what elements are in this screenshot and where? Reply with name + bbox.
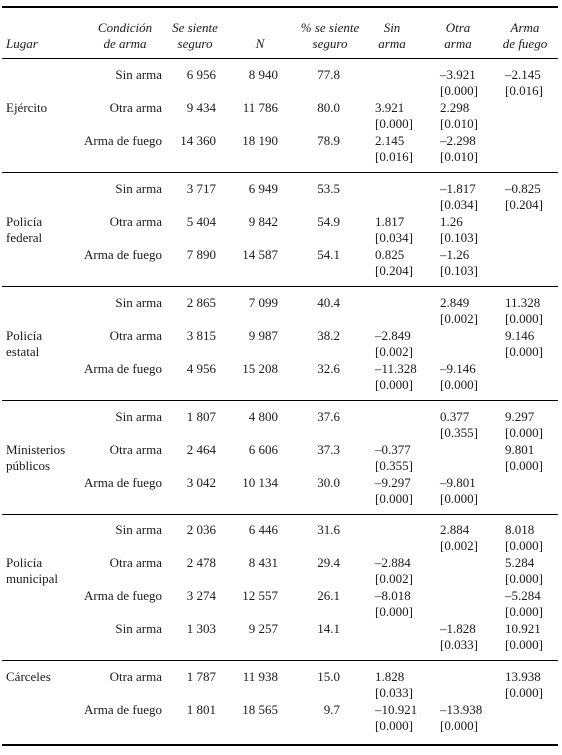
- header-seguro-1: Se siente: [172, 20, 218, 35]
- feels-safe-count: 4 956: [186, 361, 216, 376]
- pct-feels-safe: 54.1: [317, 247, 340, 262]
- stat-arma-fuego: –2.145: [505, 67, 541, 82]
- stat-otra-arma: [0.000]: [440, 83, 478, 98]
- header-seguro-2: seguro: [177, 36, 213, 51]
- stat-otra-arma: [0.010]: [440, 149, 478, 164]
- pct-feels-safe: 26.1: [317, 588, 340, 603]
- n-count: 8 431: [248, 555, 278, 570]
- weapon-condition: Arma de fuego: [84, 588, 162, 603]
- group-separator: [2, 286, 558, 287]
- stat-arma-fuego: 9.297: [505, 409, 535, 424]
- place-name: federal: [6, 230, 43, 245]
- weapon-condition: Sin arma: [115, 295, 162, 310]
- stat-sin-arma: [0.000]: [375, 116, 413, 131]
- n-count: 6 606: [248, 442, 278, 457]
- header-n: N: [255, 36, 265, 51]
- place-name: Policía: [6, 214, 43, 229]
- stat-sin-arma: –10.921: [375, 702, 418, 717]
- stat-arma-fuego: 11.328: [505, 295, 541, 310]
- feels-safe-count: 1 787: [186, 669, 216, 684]
- feels-safe-count: 7 890: [186, 247, 216, 262]
- stat-otra-arma: 2.884: [440, 522, 470, 537]
- stat-sin-arma: 1.828: [375, 669, 405, 684]
- stat-otra-arma: –1.26: [440, 247, 470, 262]
- feels-safe-count: 2 036: [186, 522, 216, 537]
- stat-arma-fuego: –5.284: [505, 588, 541, 603]
- weapon-condition: Otra arma: [109, 100, 162, 115]
- pct-feels-safe: 53.5: [317, 181, 340, 196]
- n-count: 18 565: [242, 702, 278, 717]
- place-name: Ministerios: [6, 442, 66, 457]
- group-separator: [2, 514, 558, 515]
- stat-sin-arma: [0.000]: [375, 491, 413, 506]
- n-count: 7 099: [248, 295, 278, 310]
- stat-arma-fuego: 13.938: [505, 669, 541, 684]
- feels-safe-count: 2 865: [186, 295, 216, 310]
- feels-safe-count: 2 478: [186, 555, 216, 570]
- stat-sin-arma: [0.355]: [375, 458, 413, 473]
- stat-otra-arma: –9.146: [440, 361, 476, 376]
- stat-sin-arma: 3.921: [375, 100, 405, 115]
- stat-sin-arma: –0.377: [375, 442, 411, 457]
- weapon-condition: Otra arma: [109, 328, 162, 343]
- place-name: públicos: [6, 458, 51, 473]
- stat-sin-arma: [0.000]: [375, 377, 413, 392]
- pct-feels-safe: 32.6: [317, 361, 340, 376]
- stat-otra-arma: –2.298: [440, 133, 476, 148]
- place-name: Policía: [6, 555, 43, 570]
- pct-feels-safe: 37.6: [317, 409, 340, 424]
- stat-sin-arma: –8.018: [375, 588, 411, 603]
- stat-otra-arma: [0.010]: [440, 116, 478, 131]
- weapon-condition: Arma de fuego: [84, 133, 162, 148]
- n-count: 8 940: [248, 67, 278, 82]
- group-separator: [2, 660, 558, 661]
- header-pct-1: % se siente: [300, 20, 360, 35]
- stat-sin-arma: [0.000]: [375, 604, 413, 619]
- header-rule: [2, 58, 558, 59]
- stat-arma-fuego: 9.146: [505, 328, 535, 343]
- feels-safe-count: 2 464: [186, 442, 216, 457]
- stat-otra-arma: [0.000]: [440, 491, 478, 506]
- stat-arma-fuego: [0.016]: [505, 83, 543, 98]
- pct-feels-safe: 15.0: [317, 669, 340, 684]
- stat-otra-arma: 1.26: [440, 214, 463, 229]
- n-count: 4 800: [248, 409, 278, 424]
- feels-safe-count: 3 717: [186, 181, 216, 196]
- stat-sin-arma: [0.034]: [375, 230, 413, 245]
- stat-otra-arma: [0.034]: [440, 197, 478, 212]
- header-otra-arma-1: Otra: [445, 20, 471, 35]
- pct-feels-safe: 54.9: [317, 214, 340, 229]
- weapon-condition: Otra arma: [109, 555, 162, 570]
- stat-otra-arma: [0.103]: [440, 230, 478, 245]
- n-count: 6 949: [248, 181, 278, 196]
- stat-arma-fuego: [0.000]: [505, 425, 543, 440]
- weapon-condition: Arma de fuego: [84, 247, 162, 262]
- weapon-condition: Arma de fuego: [84, 361, 162, 376]
- stat-arma-fuego: 8.018: [505, 522, 535, 537]
- stat-sin-arma: [0.204]: [375, 263, 413, 278]
- stat-arma-fuego: 10.921: [505, 621, 541, 636]
- n-count: 9 257: [248, 621, 278, 636]
- n-count: 12 557: [242, 588, 278, 603]
- feels-safe-count: 1 807: [186, 409, 216, 424]
- weapon-condition: Otra arma: [109, 214, 162, 229]
- feels-safe-count: 1 303: [186, 621, 216, 636]
- stat-otra-arma: [0.103]: [440, 263, 478, 278]
- weapon-condition: Sin arma: [115, 409, 162, 424]
- stat-otra-arma: [0.002]: [440, 311, 478, 326]
- header-sin-arma-1: Sin: [383, 20, 401, 35]
- weapon-condition: Arma de fuego: [84, 702, 162, 717]
- stat-otra-arma: 2.849: [440, 295, 470, 310]
- stat-otra-arma: [0.355]: [440, 425, 478, 440]
- header-condicion-2: de arma: [103, 36, 147, 51]
- header-pct-2: seguro: [312, 36, 348, 51]
- place-name: Ejército: [6, 100, 48, 115]
- pct-feels-safe: 37.3: [317, 442, 340, 457]
- stat-otra-arma: [0.002]: [440, 538, 478, 553]
- stat-otra-arma: –3.921: [440, 67, 476, 82]
- pct-feels-safe: 78.9: [317, 133, 340, 148]
- top-rule: [2, 6, 558, 8]
- header-lugar: Lugar: [6, 36, 38, 51]
- stat-arma-fuego: [0.000]: [505, 604, 543, 619]
- stat-arma-fuego: [0.000]: [505, 538, 543, 553]
- pct-feels-safe: 38.2: [317, 328, 340, 343]
- header-arma-fuego-2: de fuego: [502, 36, 548, 51]
- feels-safe-count: 14 360: [180, 133, 216, 148]
- stat-otra-arma: [0.000]: [440, 377, 478, 392]
- stat-arma-fuego: [0.000]: [505, 637, 543, 652]
- stat-arma-fuego: 9.801: [505, 442, 535, 457]
- stat-otra-arma: [0.000]: [440, 718, 478, 733]
- pct-feels-safe: 14.1: [317, 621, 340, 636]
- stat-sin-arma: –11.328: [375, 361, 417, 376]
- weapon-condition: Otra arma: [109, 442, 162, 457]
- feels-safe-count: 9 434: [186, 100, 216, 115]
- stat-sin-arma: [0.033]: [375, 685, 413, 700]
- n-count: 6 446: [248, 522, 278, 537]
- pct-feels-safe: 77.8: [317, 67, 340, 82]
- n-count: 11 786: [242, 100, 278, 115]
- stat-arma-fuego: [0.000]: [505, 311, 543, 326]
- feels-safe-count: 5 404: [186, 214, 216, 229]
- stat-sin-arma: –2.849: [375, 328, 411, 343]
- place-name: Policía: [6, 328, 43, 343]
- header-otra-arma-2: arma: [444, 36, 472, 51]
- group-separator: [2, 400, 558, 401]
- stat-sin-arma: [0.002]: [375, 571, 413, 586]
- feels-safe-count: 3 274: [186, 588, 216, 603]
- stat-arma-fuego: [0.000]: [505, 685, 543, 700]
- feels-safe-count: 1 801: [186, 702, 216, 717]
- stat-arma-fuego: 5.284: [505, 555, 535, 570]
- stat-sin-arma: 0.825: [375, 247, 405, 262]
- n-count: 10 134: [242, 475, 278, 490]
- n-count: 9 842: [248, 214, 278, 229]
- stat-otra-arma: –9.801: [440, 475, 476, 490]
- stat-otra-arma: [0.033]: [440, 637, 478, 652]
- n-count: 11 938: [242, 669, 278, 684]
- n-count: 9 987: [248, 328, 278, 343]
- group-separator: [2, 172, 558, 173]
- stat-sin-arma: –9.297: [375, 475, 411, 490]
- pct-feels-safe: 30.0: [317, 475, 340, 490]
- stat-otra-arma: –1.828: [440, 621, 476, 636]
- place-name: municipal: [6, 571, 58, 586]
- stat-sin-arma: [0.016]: [375, 149, 413, 164]
- weapon-condition: Sin arma: [115, 522, 162, 537]
- n-count: 14 587: [242, 247, 278, 262]
- place-name: Cárceles: [6, 669, 51, 684]
- stat-otra-arma: –1.817: [440, 181, 476, 196]
- bottom-rule: [2, 744, 558, 746]
- feels-safe-count: 3 042: [186, 475, 216, 490]
- stat-otra-arma: 2.298: [440, 100, 470, 115]
- header-condicion-1: Condición: [97, 20, 153, 35]
- stat-sin-arma: 1.817: [375, 214, 405, 229]
- stat-arma-fuego: [0.000]: [505, 571, 543, 586]
- stat-arma-fuego: [0.000]: [505, 458, 543, 473]
- header-arma-fuego-1: Arma: [510, 20, 540, 35]
- stat-arma-fuego: –0.825: [505, 181, 541, 196]
- feels-safe-count: 6 956: [186, 67, 216, 82]
- pct-feels-safe: 29.4: [317, 555, 340, 570]
- header-sin-arma-2: arma: [378, 36, 406, 51]
- pct-feels-safe: 80.0: [317, 100, 340, 115]
- stat-otra-arma: –13.938: [440, 702, 483, 717]
- stat-sin-arma: –2.884: [375, 555, 411, 570]
- n-count: 18 190: [242, 133, 278, 148]
- stat-sin-arma: [0.002]: [375, 344, 413, 359]
- stat-arma-fuego: [0.204]: [505, 197, 543, 212]
- weapon-condition: Arma de fuego: [84, 475, 162, 490]
- stat-arma-fuego: [0.000]: [505, 344, 543, 359]
- pct-feels-safe: 31.6: [317, 522, 340, 537]
- stat-sin-arma: 2.145: [375, 133, 405, 148]
- pct-feels-safe: 9.7: [323, 702, 340, 717]
- weapon-condition: Sin arma: [115, 181, 162, 196]
- stat-otra-arma: 0.377: [440, 409, 470, 424]
- feels-safe-count: 3 815: [186, 328, 216, 343]
- weapon-condition: Sin arma: [115, 621, 162, 636]
- place-name: estatal: [6, 344, 40, 359]
- weapon-condition: Otra arma: [109, 669, 162, 684]
- weapon-condition: Sin arma: [115, 67, 162, 82]
- n-count: 15 208: [242, 361, 278, 376]
- stat-sin-arma: [0.000]: [375, 718, 413, 733]
- pct-feels-safe: 40.4: [317, 295, 340, 310]
